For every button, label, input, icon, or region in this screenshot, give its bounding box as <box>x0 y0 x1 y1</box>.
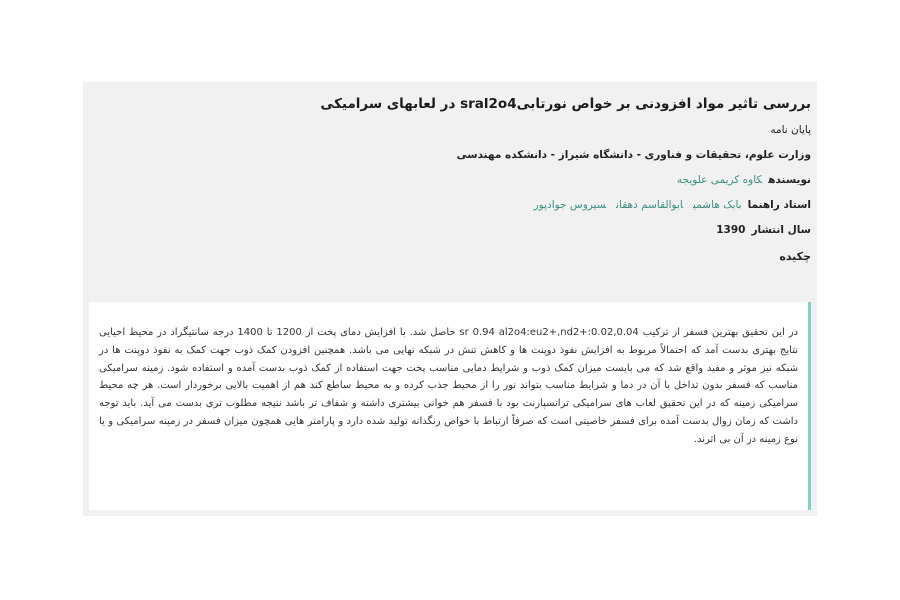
year-label: سال انتشار <box>751 224 811 236</box>
year-value: 1390 <box>716 224 746 236</box>
abstract-text: در این تحقیق بهترین فسفر از ترکیب sr 0.94 al2o4:eu2+,nd2+:0.02,0.04 حاصل شد. با افزایش دمای پخت از 1200 تا 1400 درجه سانتیگراد در محیط احیایی نتایج بهتری بدست آمد که احتمالاً مربوط به افزایش نفوذ دوپنت ها و کاهش تنش در شبکه نهایی می باشد. همچنین افزودن کمک ذوب جهت کمک به نفوذ دوپنت ها در شبکه نیز موثر و مفید واقع شد که می بایست میزان کمک ذوب و شرایط دمایی مناسب پخت جهت استفاده از کمک ذوب بدست آمده و استفاده شود. زمینه سرامیکی مناسب که فسفر بدون تداخل با آن در دما و شرایط مناسب بتواند نور را از محیط جذب کرده و به محیط ساطع کند هم از اهمیت بالایی برخوردار است. هر چه محیط سرامیکی زمینه که در این تحقیق لعاب های سرامیکی ترانسپارنت بود با فسفر هم خوانی بیشتری داشته و شفاف تر باشد نتیجه مطلوب تری بدست می آید. باید توجه داشت که زمان زوال بدست آمده برای فسفر خاصیتی است که صرفاً ارتباط با خواص رنگدانه تولید شده دارد و پارامتر هایی همچون میزان فسفر در زمینه سرامیکی و یا نوع زمینه در آن بی اثرند. <box>99 327 799 445</box>
abstract-heading: چکیده <box>779 250 811 263</box>
year-row <box>89 220 811 245</box>
author-label: نویسنده <box>768 174 811 186</box>
advisor-link[interactable]: بابک هاشمی <box>693 199 742 211</box>
author-row <box>89 170 811 195</box>
advisor-link[interactable]: سیروس جوادپور <box>533 199 607 211</box>
advisor-link[interactable]: ابوالقاسم دهقان <box>616 199 684 211</box>
advisors-label: استاد راهنما <box>747 199 811 211</box>
abstract-box <box>89 302 811 510</box>
doc-type: پایان نامه <box>770 124 811 136</box>
thesis-title: بررسی تاثیر مواد افزودنی بر خواص نورتابیsral2o4 در لعابهای سرامیکی <box>320 96 811 112</box>
author-link[interactable]: کاوه کریمی علویجه <box>676 174 763 186</box>
thesis-card <box>83 82 817 516</box>
advisors-row <box>89 195 811 220</box>
institution: وزارت علوم، تحقیقات و فناوری - دانشگاه شیراز - دانشکده مهندسی <box>456 149 811 161</box>
